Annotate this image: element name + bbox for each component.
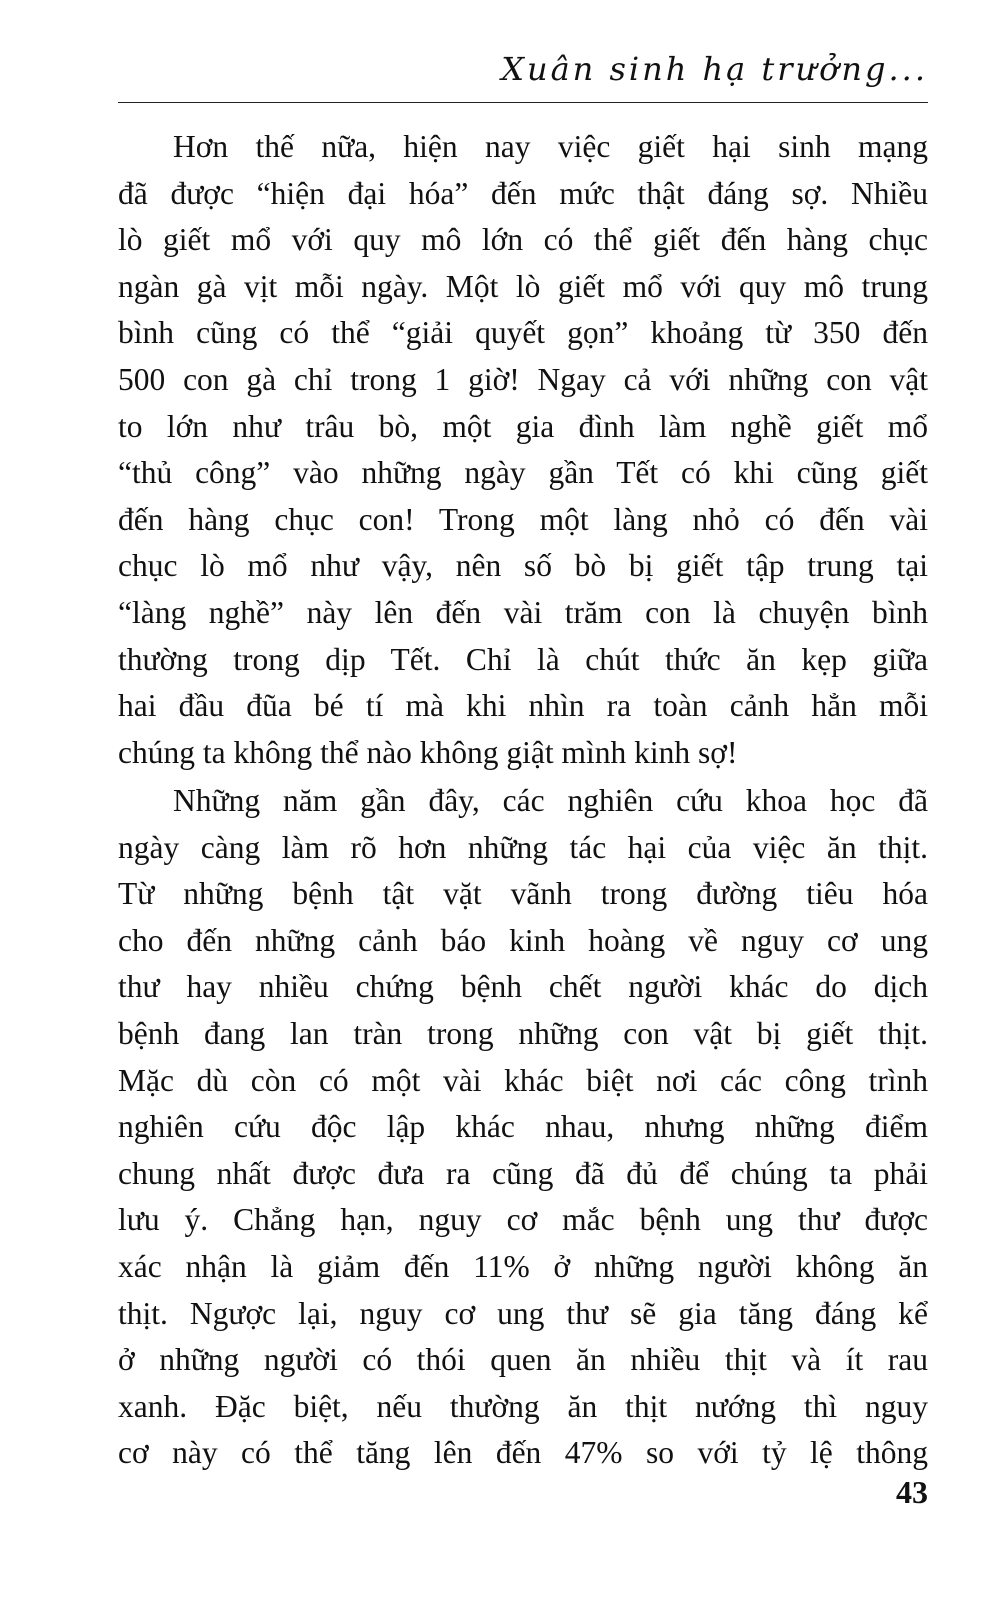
running-head: Xuân sinh hạ trưởng... (501, 50, 928, 88)
text-line: “thủ công” vào những ngày gần Tết có khi cũng giết (118, 455, 928, 491)
text-line: to lớn như trâu bò, một gia đình làm nghề giết mổ (118, 408, 928, 444)
text-line: bình cũng có thể “giải quyết gọn” khoảng từ 350 đến (118, 315, 928, 351)
text-line: Những năm gần đây, các nghiên cứu khoa học đã (173, 783, 928, 818)
text-line: thịt. Ngược lại, nguy cơ ung thư sẽ gia tăng đáng kể (118, 1295, 928, 1331)
text-line: ở những người có thói quen ăn nhiều thịt và ít rau (118, 1342, 928, 1378)
text-line: “làng nghề” này lên đến vài trăm con là chuyện bình (118, 594, 928, 630)
text-line: Mặc dù còn có một vài khác biệt nơi các công trình (118, 1062, 928, 1098)
text-line: bệnh đang lan tràn trong những con vật bị giết thịt. (118, 1015, 928, 1051)
text-line: chung nhất được đưa ra cũng đã đủ để chúng ta phải (118, 1155, 928, 1191)
text-line: đến hàng chục con! Trong một làng nhỏ có đến vài (118, 501, 928, 537)
text-line: hai đầu đũa bé tí mà khi nhìn ra toàn cảnh hẳn mỗi (118, 688, 928, 724)
text-line: đã được “hiện đại hóa” đến mức thật đáng sợ. Nhiều (118, 175, 928, 211)
header-rule (118, 102, 928, 103)
text-line: ngàn gà vịt mỗi ngày. Một lò giết mổ với quy mô trung (118, 268, 928, 304)
text-line: Hơn thế nữa, hiện nay việc giết hại sinh mạng (173, 129, 928, 164)
text-line: xanh. Đặc biệt, nếu thường ăn thịt nướng thì nguy (118, 1388, 928, 1424)
text-line: thường trong dịp Tết. Chỉ là chút thức ăn kẹp giữa (118, 641, 928, 677)
text-line: Từ những bệnh tật vặt vãnh trong đường tiêu hóa (118, 876, 928, 912)
text-line: lưu ý. Chẳng hạn, nguy cơ mắc bệnh ung thư được (118, 1202, 928, 1238)
paragraph-2 (118, 778, 928, 1477)
text-line: cho đến những cảnh báo kinh hoàng về nguy cơ ung (118, 922, 928, 958)
text-line: chục lò mổ như vậy, nên số bò bị giết tập trung tại (118, 548, 928, 584)
text-line: ngày càng làm rõ hơn những tác hại của việc ăn thịt. (118, 829, 928, 865)
text-line: thư hay nhiều chứng bệnh chết người khác do dịch (118, 969, 928, 1005)
text-line: xác nhận là giảm đến 11% ở những người không ăn (118, 1248, 928, 1284)
page-number: 43 (896, 1474, 928, 1510)
text-line: chúng ta không thể nào không giật mình kinh sợ! (118, 734, 738, 770)
paragraph-1 (118, 124, 928, 776)
text-line: lò giết mổ với quy mô lớn có thể giết đến hàng chục (118, 222, 928, 258)
text-line: cơ này có thể tăng lên đến 47% so với tỷ lệ thông (118, 1435, 928, 1471)
text-line: nghiên cứu độc lập khác nhau, nhưng những điểm (118, 1109, 928, 1145)
text-line: 500 con gà chỉ trong 1 giờ! Ngay cả với những con vật (118, 361, 928, 397)
